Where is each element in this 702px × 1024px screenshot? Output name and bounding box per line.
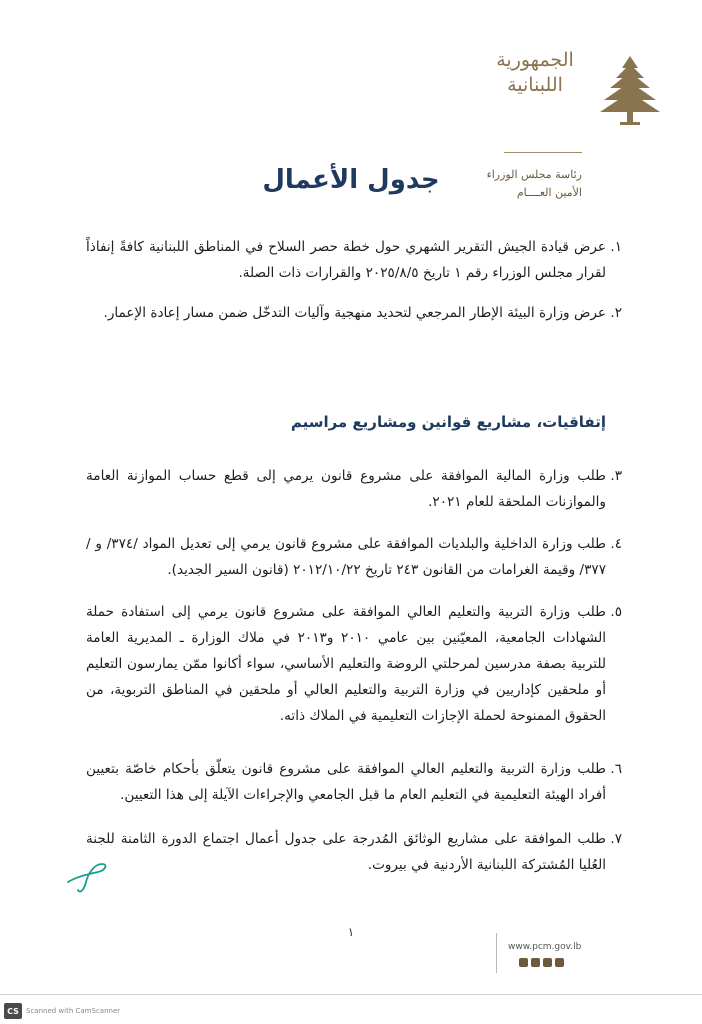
letterhead [476, 42, 666, 199]
twitter-icon [531, 958, 540, 967]
agenda-item-text: طلب وزارة التربية والتعليم العالي الموافقة على مشروع قانون يتعلّق بأحكام خاصّة بتعيين أفراد الهيئة التعليمية في التعليم العام ما قبل الجامعي والإجراءات الآيلة إلى هذا التعيين. [86, 761, 606, 803]
handwritten-initials [64, 860, 114, 896]
agenda-item-text: عرض وزارة البيئة الإطار المرجعي لتحديد منهجية وآليات التدخّل ضمن مسار إعادة الإعمار. [103, 305, 606, 321]
social-icons [519, 958, 564, 967]
page-number: ١ [347, 925, 355, 939]
camscanner-icon: CS [4, 1003, 22, 1019]
scan-border [0, 994, 702, 995]
agenda-item-number: .٢ [610, 305, 622, 321]
agenda-item-text: عرض قيادة الجيش التقرير الشهري حول خطة حصر السلاح في المناطق اللبنانية كافةً إنفاذاً لقرار مجلس الوزراء رقم ١ تاريخ ٢٠٢٥/٨/٥ والقرارات ذات الصلة. [86, 239, 606, 281]
scanner-watermark [4, 1003, 120, 1019]
agenda-item-text: طلب وزارة الداخلية والبلديات الموافقة على مشروع قانون يرمي إلى تعديل المواد /٣٧٤/ و /٣٧٧/ وقيمة الغرامات من القانون ٢٤٣ تاريخ ٢٠١٢/١٠/٢٢ (قانون السير الجديد). [86, 536, 606, 578]
agenda-item-text: طلب الموافقة على مشاريع الوثائق المُدرجة على جدول أعمال اجتماع الدورة الثامنة للجنة العُليا المُشتركة اللبنانية الأردنية في بيروت. [86, 831, 606, 873]
agenda-item-number: .٦ [610, 761, 622, 777]
agenda-item-number: .٤ [610, 536, 622, 552]
footer-divider [496, 933, 497, 973]
scanner-text: Scanned with CamScanner [26, 1007, 121, 1015]
agenda-item-number: .١ [610, 239, 622, 255]
youtube-icon [543, 958, 552, 967]
letterhead-divider [504, 152, 582, 153]
page-title: جدول الأعمال [262, 165, 440, 195]
letterhead-office: رئاسة مجلس الوزراء [486, 168, 582, 181]
letterhead-title [480, 48, 590, 98]
agenda-item-number: .٥ [610, 604, 622, 620]
letterhead-title-line2: اللبنانية [507, 74, 563, 96]
linkedin-icon [555, 958, 564, 967]
section-heading: إتفاقيات، مشاريع قوانين ومشاريع مراسيم [290, 413, 606, 431]
cedar-tree-icon [598, 52, 662, 132]
footer-website: www.pcm.gov.lb [508, 942, 582, 952]
letterhead-secretary-general: الأمين العــــام [516, 186, 582, 199]
agenda-item-text: طلب وزارة المالية الموافقة على مشروع قانون يرمي إلى قطع حساب الموازنة العامة والموازنات الملحقة للعام ٢٠٢١. [86, 468, 606, 510]
agenda-item-text: طلب وزارة التربية والتعليم العالي الموافقة على مشروع قانون يرمي إلى استفادة حملة الشهادات الجامعية، المعيّنين بين عامي ٢٠١٠ و٢٠١٣ في ملاك الوزارة ـ المديرية العامة للتربية بصفة مدرسين لمرحلتي الروضة والتعليم الأساسي، سواء أكانوا ممّن يمارسون التعليم أو ملحقين كإداريين في وزارة التربية والتعليم العالي أو ملحقين في المناطق التربوية، من الحقوق الممنوحة لحملة الإجازات التعليمية في الملاك ذاته. [86, 604, 607, 724]
letterhead-title-line1: الجمهورية [496, 49, 574, 71]
agenda-item-number: .٧ [610, 831, 622, 847]
facebook-icon [519, 958, 528, 967]
agenda-item-number: .٣ [610, 468, 622, 484]
